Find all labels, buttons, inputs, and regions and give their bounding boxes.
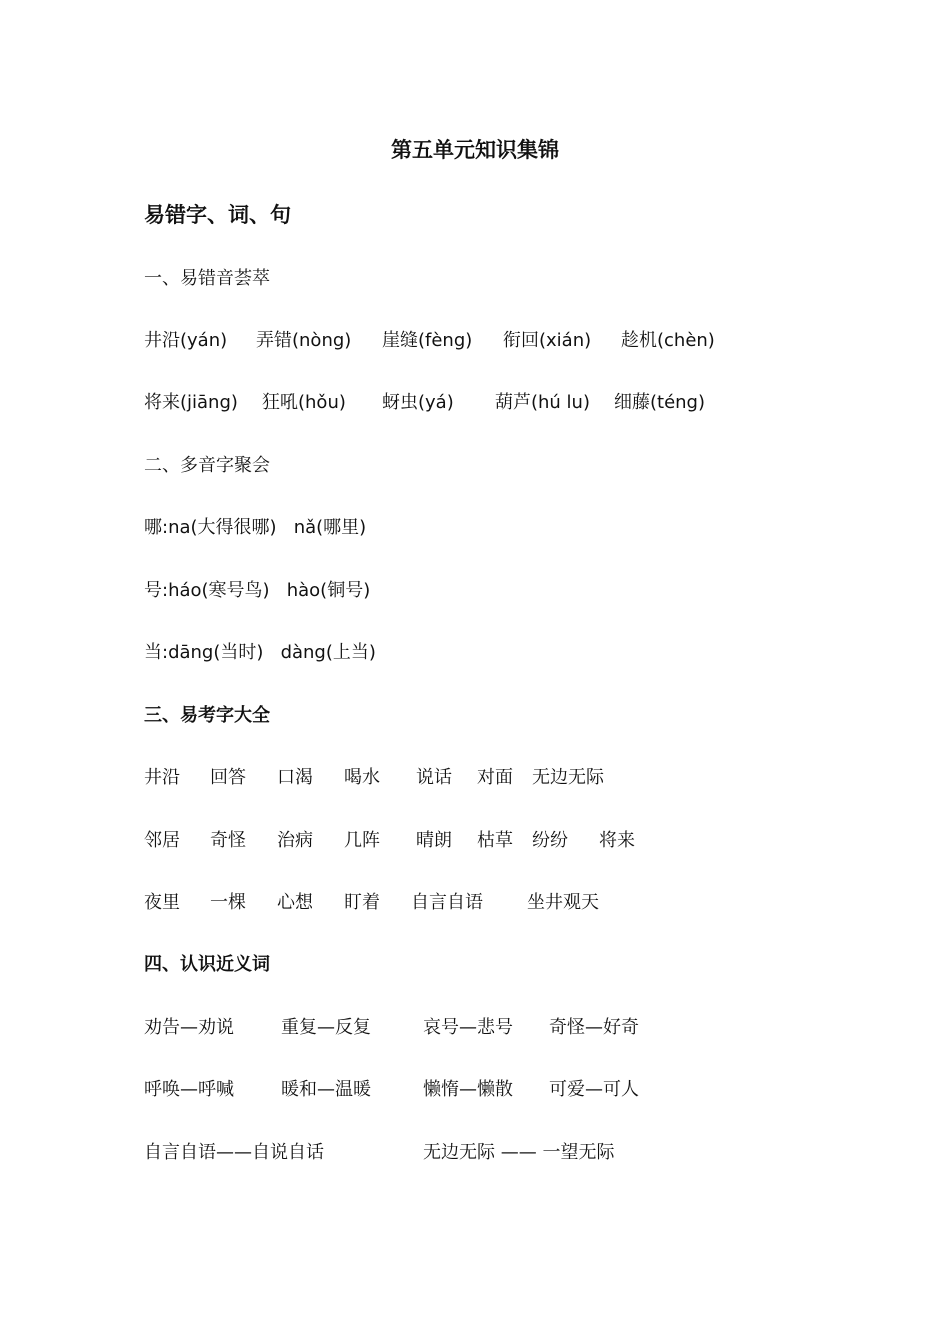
polyphone-line: 号:háo(寒号鸟) hào(铜号) (144, 580, 371, 601)
word-item: 弄错(nòng) (256, 330, 352, 351)
word-item: 衔回(xián) (503, 330, 592, 351)
polyphone-line: 哪:na(大得很哪) nǎ(哪里) (144, 517, 367, 538)
word-item: 井沿 (144, 767, 180, 788)
word-item: 一棵 (210, 892, 246, 913)
synonym-pair: 劝告—劝说 (144, 1017, 234, 1038)
word-item: 将来 (599, 830, 635, 851)
section-heading: 易错字、词、句 (144, 203, 291, 227)
synonym-pair: 哀号—悲号 (423, 1017, 513, 1038)
synonym-row (0, 1078, 950, 1102)
synonym-pair: 奇怪—好奇 (549, 1017, 639, 1038)
synonym-pair: 自言自语——自说自话 (144, 1142, 324, 1163)
word-item: 晴朗 (416, 830, 452, 851)
subheading-polyphones: 二、多音字聚会 (144, 455, 270, 476)
word-item: 井沿(yán) (144, 330, 228, 351)
word-item: 邻居 (144, 830, 180, 851)
subheading-synonyms: 四、认识近义词 (144, 954, 270, 975)
word-item: 崖缝(fèng) (382, 330, 473, 351)
word-item: 坐井观天 (527, 892, 599, 913)
word-item: 无边无际 (532, 767, 604, 788)
word-row (0, 829, 950, 853)
word-item: 说话 (416, 767, 452, 788)
pronunciation-row (0, 329, 950, 353)
word-item: 盯着 (344, 892, 380, 913)
word-item: 枯草 (477, 830, 513, 851)
word-item: 夜里 (144, 892, 180, 913)
subheading-easy-pronunciation: 一、易错音荟萃 (144, 268, 270, 289)
synonym-pair: 呼唤—呼喊 (144, 1079, 234, 1100)
word-row (0, 891, 950, 915)
pronunciation-row (0, 391, 950, 415)
synonym-row (0, 1016, 950, 1040)
word-item: 治病 (277, 830, 313, 851)
subheading-common-words: 三、易考字大全 (144, 705, 270, 726)
word-item: 蚜虫(yá) (382, 392, 454, 413)
synonym-pair: 暖和—温暖 (281, 1079, 371, 1100)
word-item: 趁机(chèn) (621, 330, 715, 351)
synonym-pair: 可爱—可人 (549, 1079, 639, 1100)
word-item: 葫芦(hú lu) (495, 392, 590, 413)
word-item: 纷纷 (532, 830, 568, 851)
polyphone-line: 当:dāng(当时) dàng(上当) (144, 642, 376, 663)
word-item: 喝水 (344, 767, 380, 788)
word-item: 口渴 (277, 767, 313, 788)
word-item: 心想 (277, 892, 313, 913)
word-item: 将来(jiāng) (144, 392, 238, 413)
word-item: 细藤(téng) (614, 392, 706, 413)
word-item: 对面 (477, 767, 513, 788)
synonym-pair: 懒惰—懒散 (423, 1079, 513, 1100)
synonym-row (0, 1141, 950, 1165)
synonym-pair: 无边无际 —— 一望无际 (423, 1142, 615, 1163)
synonym-pair: 重复—反复 (281, 1017, 371, 1038)
word-item: 自言自语 (411, 892, 483, 913)
word-row (0, 766, 950, 790)
word-item: 回答 (210, 767, 246, 788)
word-item: 几阵 (344, 830, 380, 851)
page-title: 第五单元知识集锦 (391, 138, 559, 162)
word-item: 狂吼(hǒu) (262, 392, 346, 413)
word-item: 奇怪 (210, 830, 246, 851)
